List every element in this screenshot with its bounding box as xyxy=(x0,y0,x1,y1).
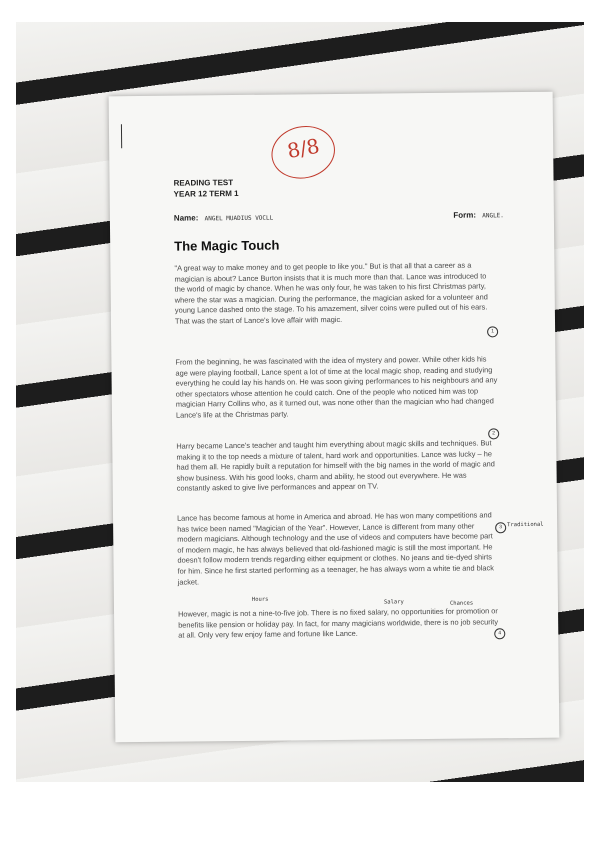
name-row xyxy=(174,210,504,222)
margin-pen-mark xyxy=(121,124,122,148)
test-header xyxy=(173,177,238,200)
answer-mark-4: 4 xyxy=(494,628,505,639)
form-label: Form: xyxy=(453,210,477,220)
test-paper xyxy=(109,92,560,743)
name-value: ANGEL MUADIUS VOCLL xyxy=(204,214,274,223)
paragraph-4: Lance has become famous at home in America and abroad. He has won many competitions and has twice been named "Magician of the Year". However, Lance is different from many other modern magicians. Although technology and the use of videos and computers have become part of modern magic, he has always believed that old-fashioned magic is still the most important. He doesn't follow modern trends regarding either equipment or clothes. No jeans and tie-dyed shirts for him. Since he first started performing as a teenager, he has always worn a white tie and black jacket. xyxy=(177,510,494,587)
answer-mark-2: 2 xyxy=(488,428,499,439)
photo-background xyxy=(16,22,584,782)
paragraph-3: Harry became Lance's teacher and taught him everything about magic skills and techniques. But making it to the top needs a mixture of talent, hard work and opportunities. Lance was lucky – he had them all. He rapidly built a reputation for himself with the big names in the world of magic and show business. With his good looks, charm and ability, he stood out everywhere. He was constantly asked to give live performances and appear on TV. xyxy=(176,438,495,494)
note-salary: Salary xyxy=(383,599,404,606)
score-mark: 8/8 xyxy=(285,133,322,164)
paragraph-1: "A great way to make money and to get people to like you." But is that all that a career as a magician is about? Lance Burton insists that it is much more than that. Lance was introduced to the world of magic by chance. When he was only four, he was taken to his first Christmas party, where the star was a magician. During the performance, the magician asked for a volunteer and young Lance dashed onto the stage. To his amazement, silver coins were pulled out of his ears. That was the start of Lance's love affair with magic. xyxy=(174,260,488,326)
paragraph-2: From the beginning, he was fascinated with the idea of mystery and power. While other kids his age were playing football, Lance spent a lot of time at the local magic shop, reading and studying everything he could lay his hands on. He was soon giving performances to his neighbours and any other spectators whose attention he could catch. One of the people who noticed him was top magician Harry Collins who, as it turned out, was none other than the magician who had changed Lance's life at the Christmas party. xyxy=(175,354,498,420)
form-value: ANGLE. xyxy=(482,212,504,220)
answer-mark-1: 1 xyxy=(487,326,498,337)
header-line-2: YEAR 12 TERM 1 xyxy=(173,188,239,199)
note-chances: Chances xyxy=(449,600,474,607)
header-line-1: READING TEST xyxy=(173,178,234,188)
note-hours: Hours xyxy=(251,596,269,603)
form-field xyxy=(453,210,504,220)
answer-mark-3: 3 xyxy=(495,522,506,533)
page-title: The Magic Touch xyxy=(174,237,280,254)
name-label: Name: xyxy=(173,213,199,223)
note-traditional: Traditional xyxy=(507,521,544,529)
paragraph-5: However, magic is not a nine-to-five job. There is no fixed salary, no opportunities for promotion or benefits like pension or holiday pay. In fact, for many magicians worldwide, there is no job security at all. Only very few enjoy fame and fortune like Lance. xyxy=(178,606,499,640)
